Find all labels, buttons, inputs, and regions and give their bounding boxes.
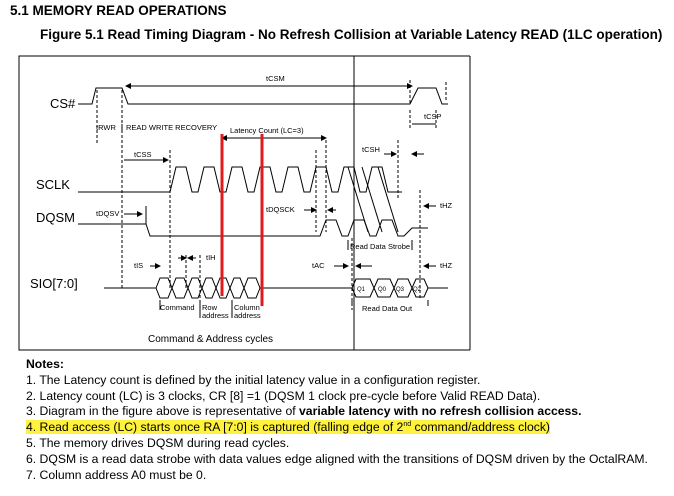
note-2: 2. Latency count (LC) is 3 clocks, CR [8] =1 (DQSM 1 clock pre-cycle before Valid READ Data).: [26, 388, 541, 403]
cs-signal-label: CS#: [50, 96, 76, 111]
command-label: Command: [160, 303, 195, 312]
note-3-text: 3. Diagram in the figure above is representative of: [26, 404, 300, 419]
note-5: 5. The memory drives DQSM during read cycles.: [26, 435, 290, 450]
notes-section: [26, 357, 666, 483]
note-6: 6. DQSM is a read data strobe with data values edge aligned with the transitions of DQSM driven by the OctalRAM.: [26, 451, 648, 466]
thz-dqsm-label: tHZ: [440, 201, 453, 210]
q1-label: Q1: [357, 287, 366, 293]
latency-count-label: Latency Count (LC=3): [230, 126, 304, 135]
q3-label: Q3: [396, 287, 405, 293]
sio-command-bus: [156, 278, 260, 298]
section-heading: 5.1 MEMORY READ OPERATIONS: [10, 3, 227, 18]
row-address-label: Row: [202, 303, 218, 312]
note-3-bold: variable latency with no refresh collision access.: [299, 404, 582, 419]
trwr-label: tRWR: [96, 123, 116, 132]
sio-signal-label: SIO[7:0]: [30, 276, 78, 291]
note-4-text: 4. Read access (LC) starts once RA [7:0] is captured (falling edge of 2: [26, 420, 404, 435]
tdqsv-label: tDQSV: [96, 209, 120, 218]
read-write-recovery-label: READ WRITE RECOVERY: [126, 123, 218, 132]
cmd-addr-cycles-label: Command & Address cycles: [148, 334, 274, 345]
q2-label: Q2: [413, 287, 422, 293]
notes-title: Notes:: [26, 357, 64, 371]
dqsm-waveform: [146, 220, 428, 236]
column-address-label-2: address: [234, 311, 261, 320]
sclk-waveform: [78, 167, 402, 192]
thz-sio-label: tHZ: [440, 261, 453, 270]
tdqsck-label: tDQSCK: [266, 205, 295, 214]
sclk-signal-label: SCLK: [36, 177, 70, 192]
note-1: 1. The Latency count is defined by the initial latency value in a configuration register.: [26, 372, 481, 387]
tcsp-label: tCSP: [424, 112, 442, 121]
figure-caption: Figure 5.1 Read Timing Diagram - No Refresh Collision at Variable Latency READ (1LC operation): [40, 27, 663, 42]
tis-label: tIS: [134, 261, 144, 270]
tih-label: tIH: [206, 253, 216, 262]
column-address-label: Column: [234, 303, 260, 312]
dqsm-signal-label: DQSM: [36, 210, 75, 225]
row-address-label-2: address: [202, 311, 229, 320]
note-4-text-end: command/address clock): [411, 420, 550, 435]
note-4-sup: nd: [403, 421, 412, 429]
q0-label: Q0: [378, 287, 387, 293]
tcsm-label: tCSM: [266, 74, 285, 83]
note-4: [26, 420, 666, 436]
read-data-out-label: Read Data Out: [362, 304, 413, 313]
note-4-highlight: [26, 420, 550, 434]
tac-label: tAC: [312, 261, 325, 270]
note-7: 7. Column address A0 must be 0.: [26, 467, 207, 482]
read-data-strobe-label: Read Data Strobe: [350, 242, 411, 251]
note-3: [26, 404, 666, 420]
tcss-label: tCSS: [134, 150, 152, 159]
tcsh-label: tCSH: [362, 145, 380, 154]
cs-waveform: [78, 88, 448, 104]
